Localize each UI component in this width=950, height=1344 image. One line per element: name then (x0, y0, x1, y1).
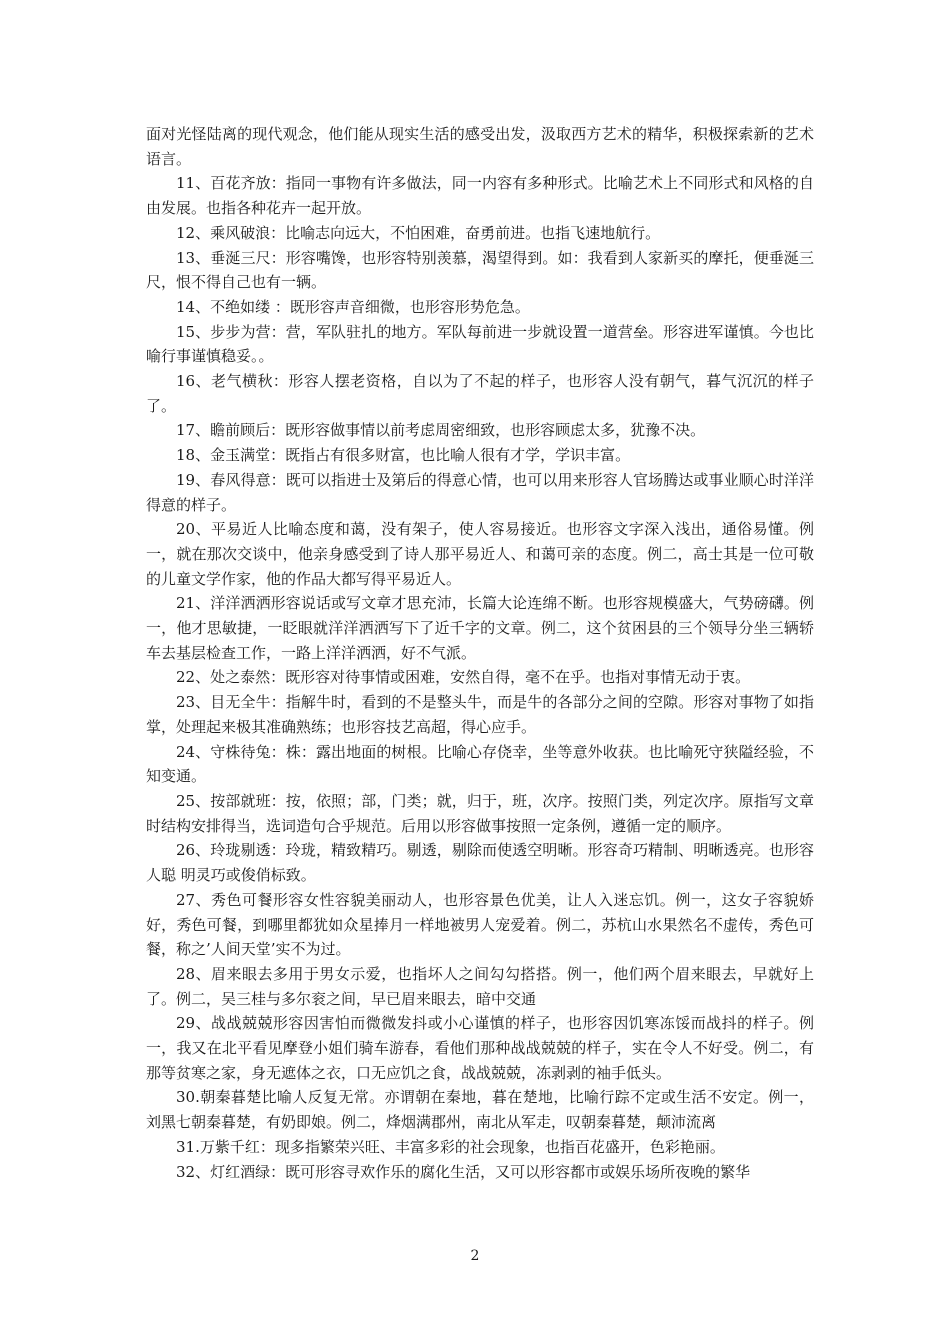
entry-27: 27、秀色可餐形容女性容貌美丽动人，也形容景色优美，让人入迷忘饥。例一，这女子容貌娇好，秀色可餐，到哪里都犹如众星捧月一样地被男人宠爱着。例二，苏杭山水果然名不虚传，秀色可餐，称之’人间天堂’实不为过。 (146, 890, 814, 959)
entry-12: 12、乘风破浪：比喻志向远大，不怕困难，奋勇前进。也指飞速地航行。 (176, 223, 661, 242)
entry-17: 17、瞻前顾后：既形容做事情以前考虑周密细致，也形容顾虑太多，犹豫不决。 (176, 421, 706, 440)
entry-22: 22、处之泰然：既形容对待事情或困难，安然自得，毫不在乎。也指对事情无动于衷。 (176, 668, 751, 687)
entry-25: 25、按部就班：按，依照；部，门类；就，归于，班，次序。按照门类，列定次序。原指写文章时结构安排得当，选词造句合乎规范。后用以形容做事按照一定条例，遵循一定的顺序。 (146, 791, 814, 835)
entry-19: 19、春风得意：既可以指进士及第后的得意心情，也可以用来形容人官场腾达或事业顺心时洋洋得意的样子。 (146, 470, 814, 514)
entry-14: 14、不绝如缕 ：既形容声音细微，也形容形势危急。 (176, 297, 530, 316)
paragraph-continued: 面对光怪陆离的现代观念，他们能从现实生活的感受出发，汲取西方艺术的精华，积极探索新的艺术语言。 (146, 125, 814, 168)
entry-31: 31.万紫千红：现多指繁荣兴旺、丰富多彩的社会现象，也指百花盛开，色彩艳丽。 (176, 1137, 725, 1156)
entry-18: 18、金玉满堂：既指占有很多财富，也比喻人很有才学，学识丰富。 (176, 446, 631, 465)
entry-28: 28、眉来眼去多用于男女示爱，也指坏人之间勾勾搭搭。例一，他们两个眉来眼去，早就好上了。例二，吴三桂与多尔衮之间，早已眉来眼去，暗中交通 (146, 964, 814, 1008)
entry-11: 11、百花齐放：指同一事物有许多做法，同一内容有多种形式。比喻艺术上不同形式和风格的自由发展。也指各种花卉一起开放。 (146, 174, 814, 218)
entry-24: 24、守株待兔：株：露出地面的树根。比喻心存侥幸，坐等意外收获。也比喻死守狭隘经验，不知变通。 (146, 742, 814, 786)
body-text (146, 122, 814, 1184)
page-number: 2 (470, 1248, 480, 1264)
entry-32: 32、灯红酒绿：既可形容寻欢作乐的腐化生活，又可以形容都市或娱乐场所夜晚的繁华 (176, 1162, 751, 1181)
entry-30: 30.朝秦暮楚比喻人反复无常。亦谓朝在秦地，暮在楚地，比喻行踪不定或生活不安定。例一，刘黑七朝秦暮楚，有奶即娘。例二，烽烟满郡州，南北从军走，叹朝秦暮楚，颠沛流离 (146, 1088, 814, 1132)
entry-26: 26、玲珑剔透：玲珑，精致精巧。剔透，剔除而使透空明晰。形容奇巧精制、明晰透亮。也形容人聪 明灵巧或俊俏标致。 (146, 841, 814, 885)
entry-15: 15、步步为营：营，军队驻扎的地方。军队每前进一步就设置一道营垒。形容进军谨慎。今也比喻行事谨慎稳妥。。 (146, 322, 814, 366)
entry-29: 29、战战兢兢形容因害怕而微微发抖或小心谨慎的样子，也形容因饥寒冻馁而战抖的样子。例一，我又在北平看见摩登小姐们骑车游春，看他们那种战战兢兢的样子，实在令人不好受。例二，有那等贫寒之家，身无遮体之衣，口无应饥之食，战战兢兢，冻剥剥的袖手低头。 (146, 1014, 814, 1082)
entry-16: 16、老气横秋：形容人摆老资格，自以为了不起的样子，也形容人没有朝气，暮气沉沉的样子了。 (146, 372, 814, 415)
entry-20: 20、平易近人比喻态度和蔼，没有架子，使人容易接近。也形容文字深入浅出，通俗易懂。例一，就在那次交谈中，他亲身感受到了诗人那平易近人、和蔼可亲的态度。例二，高士其是一位可敬的儿童文学作家，他的作品大都写得平易近人。 (146, 520, 814, 588)
entry-13: 13、垂涎三尺：形容嘴馋，也形容特别羡慕，渴望得到。如：我看到人家新买的摩托，便垂涎三尺，恨不得自己也有一辆。 (146, 248, 814, 292)
entry-23: 23、目无全牛：指解牛时，看到的不是整头牛，而是牛的各部分之间的空隙。形容对事物了如指掌，处理起来极其准确熟练；也形容技艺高超，得心应手。 (146, 693, 814, 736)
entry-21: 21、洋洋洒洒形容说话或写文章才思充沛，长篇大论连绵不断。也形容规模盛大，气势磅礴。例一，他才思敏捷，一眨眼就洋洋洒洒写下了近千字的文章。例二，这个贫困县的三个领导分坐三辆轿车去基层检查工作，一路上洋洋洒洒，好不气派。 (146, 594, 814, 662)
